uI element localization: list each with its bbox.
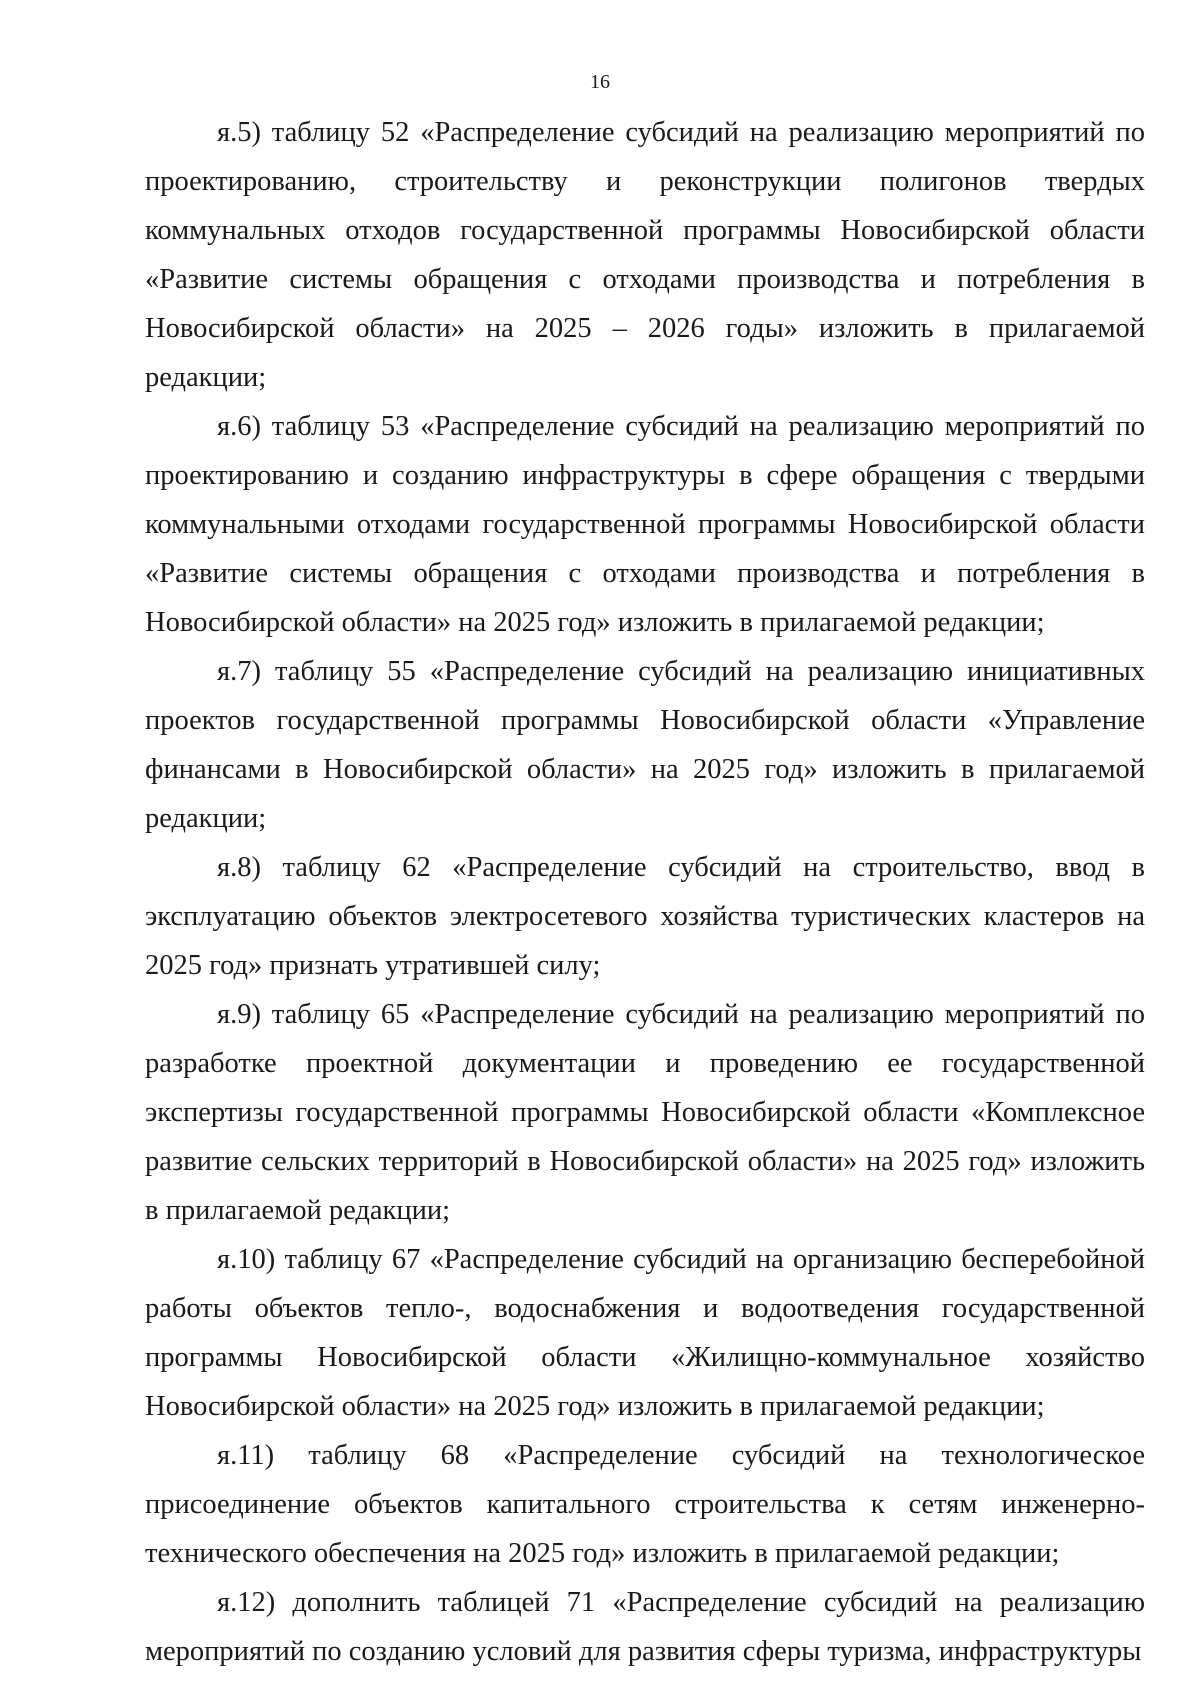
paragraph-ya5: я.5) таблицу 52 «Распределение субсидий на реализацию мероприятий по проектированию, строительству и реконструкции полигонов твердых коммунальных отходов государственной программы Новосибирской области «Развитие системы обращения с отходами производства и потребления в Новосибирской области» на 2025 – 2026 годы» изложить в прилагаемой редакции;: [145, 117, 1145, 393]
page-number: 16: [590, 71, 610, 93]
paragraph-ya11: я.11) таблицу 68 «Распределение субсидий на технологическое присоединение объектов капитального строительства к сетям инженерно-технического обеспечения на 2025 год» изложить в прилагаемой редакции;: [145, 1440, 1145, 1569]
paragraph-ya8: я.8) таблицу 62 «Распределение субсидий на строительство, ввод в эксплуатацию объектов электросетевого хозяйства туристических кластеров на 2025 год» признать утратившей силу;: [145, 852, 1145, 981]
paragraph-ya10: я.10) таблицу 67 «Распределение субсидий на организацию бесперебойной работы объектов тепло-, водоснабжения и водоотведения государственной программы Новосибирской области «Жилищно-коммунальное хозяйство Новосибирской области» на 2025 год» изложить в прилагаемой редакции;: [145, 1244, 1145, 1422]
paragraph-ya12: я.12) дополнить таблицей 71 «Распределение субсидий на реализацию мероприятий по созданию условий для развития сферы туризма, инфраструктуры: [145, 1587, 1145, 1667]
paragraph-ya6: я.6) таблицу 53 «Распределение субсидий на реализацию мероприятий по проектированию и созданию инфраструктуры в сфере обращения с твердыми коммунальными отходами государственной программы Новосибирской области «Развитие системы обращения с отходами производства и потребления в Новосибирской области» на 2025 год» изложить в прилагаемой редакции;: [145, 411, 1145, 638]
paragraph-ya7: я.7) таблицу 55 «Распределение субсидий на реализацию инициативных проектов государственной программы Новосибирской области «Управление финансами в Новосибирской области» на 2025 год» изложить в прилагаемой редакции;: [145, 656, 1145, 834]
document-body: [145, 108, 1145, 1676]
paragraph-ya9: я.9) таблицу 65 «Распределение субсидий на реализацию мероприятий по разработке проектной документации и проведению ее государственной экспертизы государственной программы Новосибирской области «Комплексное развитие сельских территорий в Новосибирской области» на 2025 год» изложить в прилагаемой редакции;: [145, 999, 1145, 1226]
